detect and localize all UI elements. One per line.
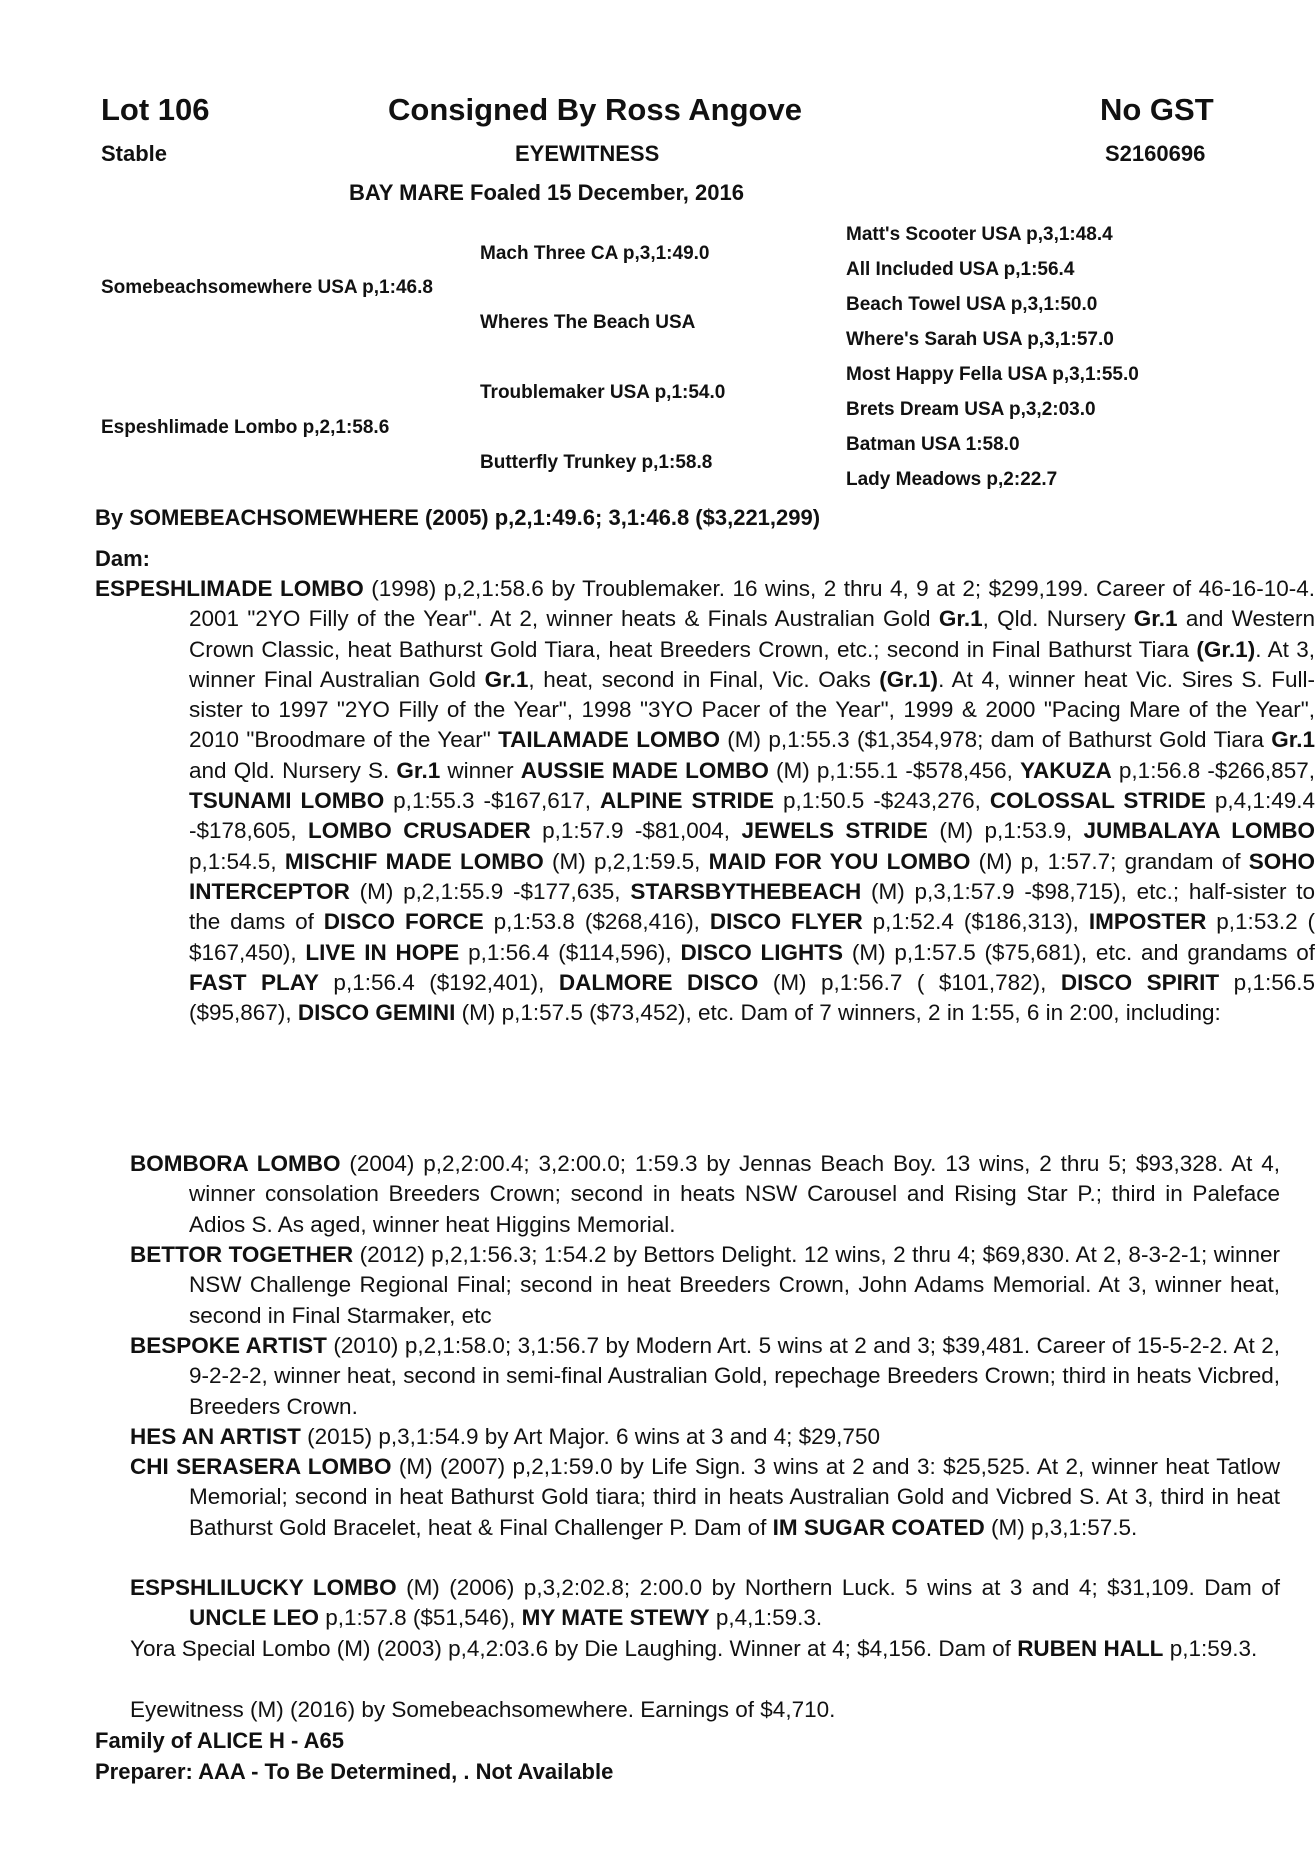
text-run: and Western Crown Classic, heat Bathurst Gold Tiara, heat Breeders Crown, etc.; second in Final Bathurst Tiara [189, 606, 1315, 662]
pedigree-g3-item: All Included USA p,1:56.4 [846, 259, 1075, 280]
text-run: p,4,1:59.3. [709, 1605, 823, 1631]
text-run: p,1:57.8 ($51,546), [319, 1605, 522, 1631]
text-run: p,1:52.4 ($186,313), [862, 909, 1089, 935]
bold-name: ESPESHLIMADE LOMBO [95, 576, 364, 601]
progeny-entry [130, 1634, 1280, 1664]
bold-name: BESPOKE ARTIST [130, 1333, 327, 1358]
progeny-entry [130, 1240, 1280, 1331]
pedigree-g3-item: Beach Towel USA p,3,1:50.0 [846, 294, 1098, 315]
pedigree-sire: Somebeachsomewhere USA p,1:46.8 [101, 277, 433, 298]
text-run: (M) p,1:57.5 ($73,452), etc. Dam of 7 winners, 2 in 1:55, 6 in 2:00, including: [455, 1000, 1221, 1026]
bold-name: Gr.1 [1133, 606, 1178, 632]
text-run: p,1:53.2 ( $167,450), [189, 909, 1315, 965]
pedigree-g3-item: Matt's Scooter USA p,3,1:48.4 [846, 224, 1113, 245]
bold-name: FAST PLAY [189, 969, 319, 995]
stable-label: Stable [101, 141, 168, 166]
progeny-entry [130, 1573, 1280, 1634]
horse-description: BAY MARE Foaled 15 December, 2016 [349, 180, 744, 205]
text-run: , Qld. Nursery [982, 606, 1134, 632]
text-run: p,1:56.4 ($192,401), [318, 969, 559, 995]
text-run: (M) p,2,1:59.5, [543, 848, 709, 874]
bold-name: LOMBO CRUSADER [308, 818, 531, 844]
pedigree-dam: Espeshlimade Lombo p,2,1:58.6 [101, 417, 390, 438]
text-run: (2004) p,2,2:00.4; 3,2:00.0; 1:59.3 by Jennas Beach Boy. 13 wins, 2 thru 5; $93,328. At 4, winner consolation Breeders Crown; second in heats NSW Carousel and Rising Star P.; third in Paleface Adios S. As aged, winner heat Higgins Memorial. [189, 1151, 1280, 1237]
text-run: p,1:54.5, [189, 848, 285, 874]
bold-name: DALMORE DISCO [558, 969, 759, 995]
bold-name: DISCO LIGHTS [680, 939, 844, 965]
progeny-entry [130, 1331, 1280, 1422]
bold-name: IM SUGAR COATED [772, 1514, 985, 1540]
consignor-title: Consigned By Ross Angove [388, 92, 802, 127]
text-run: p,1:59.3. [1163, 1636, 1258, 1661]
text-run: (M) p,3,1:57.5. [984, 1514, 1138, 1540]
text-run: p,1:56.5 ($95,867), [189, 969, 1315, 1026]
text-run: p,1:50.5 -$243,276, [774, 788, 990, 814]
bold-name: STARSBYTHEBEACH [630, 878, 862, 904]
sire-line: By SOMEBEACHSOMEWHERE (2005) p,2,1:49.6; 3,1:46.8 ($3,221,299) [95, 505, 821, 530]
bold-name: BOMBORA LOMBO [130, 1151, 341, 1176]
pedigree-g3-item: Brets Dream USA p,3,2:03.0 [846, 399, 1096, 420]
text-run: p,1:55.3 -$167,617, [384, 788, 601, 814]
preparer-line: Preparer: AAA - To Be Determined, . Not Available [95, 1759, 614, 1784]
pedigree-sire-sire: Mach Three CA p,3,1:49.0 [480, 243, 710, 264]
pedigree-dam-sire: Troublemaker USA p,1:54.0 [480, 382, 726, 403]
bold-name: MY MATE STEWY [521, 1605, 710, 1631]
text-run: Eyewitness (M) (2016) by Somebeachsomewhere. Earnings of $4,710. [130, 1697, 836, 1722]
bold-name: SOHO INTERCEPTOR [189, 848, 1315, 904]
bold-name: CHI SERASERA LOMBO [130, 1454, 392, 1479]
text-run: . At 3, winner Final Australian Gold [189, 636, 1315, 692]
bold-name: IMPOSTER [1088, 909, 1207, 935]
text-run: (M) (2007) p,2,1:59.0 by Life Sign. 3 wins at 2 and 3: $25,525. At 2, winner heat Tatlow Memorial; second in heat Bathurst Gold tiara; third in heats Australian Gold and Vicbred S. At 3, third in heat Bathurst Gold Bracelet, heat & Final Challenger P. Dam of [189, 1454, 1280, 1540]
bold-name: TSUNAMI LOMBO [189, 788, 385, 814]
pedigree-g3-item: Lady Meadows p,2:22.7 [846, 469, 1058, 490]
pedigree-sire-dam: Wheres The Beach USA [480, 312, 696, 333]
text-run: p,1:56.4 ($114,596), [459, 939, 681, 965]
bold-name: Gr.1 [396, 757, 441, 783]
bold-name: RUBEN HALL [1017, 1636, 1164, 1661]
pedigree-dam-dam: Butterfly Trunkey p,1:58.8 [480, 452, 713, 473]
bold-name: DISCO FLYER [709, 909, 863, 935]
text-run: . At 4, winner heat Vic. Sires S. Full-sister to 1997 "2YO Filly of the Year", 1998 "3YO Pacer of the Year", 1999 & 2000 "Pacing Mare of the Year", 2010 "Broodmare of the Year" [189, 666, 1315, 753]
bold-name: JUMBALAYA LOMBO [1083, 818, 1315, 844]
text-run: (M) p,1:55.3 ($1,354,978; dam of Bathurst Gold Tiara [719, 727, 1272, 753]
bold-name: (Gr.1) [1196, 636, 1256, 662]
bold-name: DISCO FORCE [323, 909, 484, 935]
pedigree-g3-item: Batman USA 1:58.0 [846, 434, 1020, 455]
progeny-entry [130, 1695, 1280, 1725]
text-run: and Qld. Nursery S. [189, 757, 397, 783]
bold-name: ALPINE STRIDE [600, 788, 775, 814]
registration-code: S2160696 [1105, 141, 1206, 166]
text-run: (M) p,1:57.5 ($75,681), etc. and grandams of [843, 939, 1315, 965]
gst-status: No GST [1100, 92, 1214, 127]
bold-name: MISCHIF MADE LOMBO [284, 848, 544, 874]
text-run: p,1:57.9 -$81,004, [530, 818, 742, 844]
bold-name: UNCLE LEO [189, 1605, 320, 1631]
horse-name: EYEWITNESS [515, 141, 660, 166]
pedigree-g3-item: Where's Sarah USA p,3,1:57.0 [846, 329, 1114, 350]
progeny-entry [130, 1422, 1280, 1452]
bold-name: YAKUZA [1020, 757, 1112, 783]
bold-name: COLOSSAL STRIDE [989, 788, 1206, 814]
bold-name: AUSSIE MADE LOMBO [520, 757, 769, 783]
family-line: Family of ALICE H - A65 [95, 1728, 344, 1753]
bold-name: Gr.1 [484, 666, 529, 692]
lot-number: Lot 106 [101, 92, 210, 127]
pedigree-g3-item: Most Happy Fella USA p,3,1:55.0 [846, 364, 1139, 385]
text-run: p,1:53.8 ($268,416), [483, 909, 710, 935]
text-run: (M) p,2,1:55.9 -$177,635, [349, 878, 631, 904]
bold-name: ESPSHLILUCKY LOMBO [130, 1575, 397, 1600]
bold-name: MAID FOR YOU LOMBO [708, 848, 971, 874]
text-run: (M) p,1:55.1 -$578,456, [768, 757, 1021, 783]
text-run: (M) (2006) p,3,2:02.8; 2:00.0 by Northern Luck. 5 wins at 3 and 4; $31,109. Dam of [396, 1575, 1280, 1600]
progeny-entry [130, 1149, 1280, 1240]
text-run: (M) p,1:56.7 ( $101,782), [758, 969, 1061, 995]
bold-name: Gr.1 [938, 606, 983, 632]
text-run: p,1:56.8 -$266,857, [1111, 757, 1315, 783]
text-run: (M) p,3,1:57.9 -$98,715), etc.; half-sister to the dams of [189, 878, 1315, 935]
text-run: , heat, second in Final, Vic. Oaks [528, 666, 880, 692]
bold-name: LIVE IN HOPE [305, 939, 460, 965]
bold-name: BETTOR TOGETHER [130, 1242, 354, 1267]
bold-name: JEWELS STRIDE [741, 818, 928, 844]
text-run: (M) p,1:53.9, [927, 818, 1084, 844]
text-run: p,4,1:49.4 -$178,605, [189, 788, 1315, 844]
bold-name: Gr.1 [1271, 727, 1315, 753]
progeny-entry [130, 1452, 1280, 1543]
text-run: (1998) p,2,1:58.6 by Troublemaker. 16 wins, 2 thru 4, 9 at 2; $299,199. Career of 46-16-10-4. 2001 "2YO Filly of the Year". At 2, winner heats & Finals Australian Gold [189, 576, 1315, 632]
text-run: (M) p, 1:57.7; grandam of [970, 848, 1249, 874]
text-run: (2012) p,2,1:56.3; 1:54.2 by Bettors Delight. 12 wins, 2 thru 4; $69,830. At 2, 8-3-2-1; winner NSW Challenge Regional Final; second in heat Breeders Crown, John Adams Memorial. At 3, winner heat, second in Final Starmaker, etc [189, 1242, 1280, 1328]
bold-name: DISCO GEMINI [297, 1000, 456, 1026]
text-run: (2015) p,3,1:54.9 by Art Major. 6 wins at 3 and 4; $29,750 [300, 1424, 880, 1449]
bold-name: (Gr.1) [879, 666, 939, 692]
text-run: winner [440, 757, 521, 783]
bold-name: DISCO SPIRIT [1060, 969, 1220, 995]
bold-name: HES AN ARTIST [130, 1424, 301, 1449]
dam-entry [95, 574, 1315, 1028]
text-run: Yora Special Lombo (M) (2003) p,4,2:03.6 by Die Laughing. Winner at 4; $4,156. Dam of [130, 1636, 1018, 1661]
bold-name: TAILAMADE LOMBO [498, 727, 720, 753]
text-run: (2010) p,2,1:58.0; 3,1:56.7 by Modern Art. 5 wins at 2 and 3; $39,481. Career of 15-5-2-2. At 2, 9-2-2-2, winner heat, second in semi-final Australian Gold, repechage Breeders Crown; third in heats Vicbred, Breeders Crown. [189, 1333, 1280, 1419]
dam-heading: Dam: [95, 546, 151, 571]
